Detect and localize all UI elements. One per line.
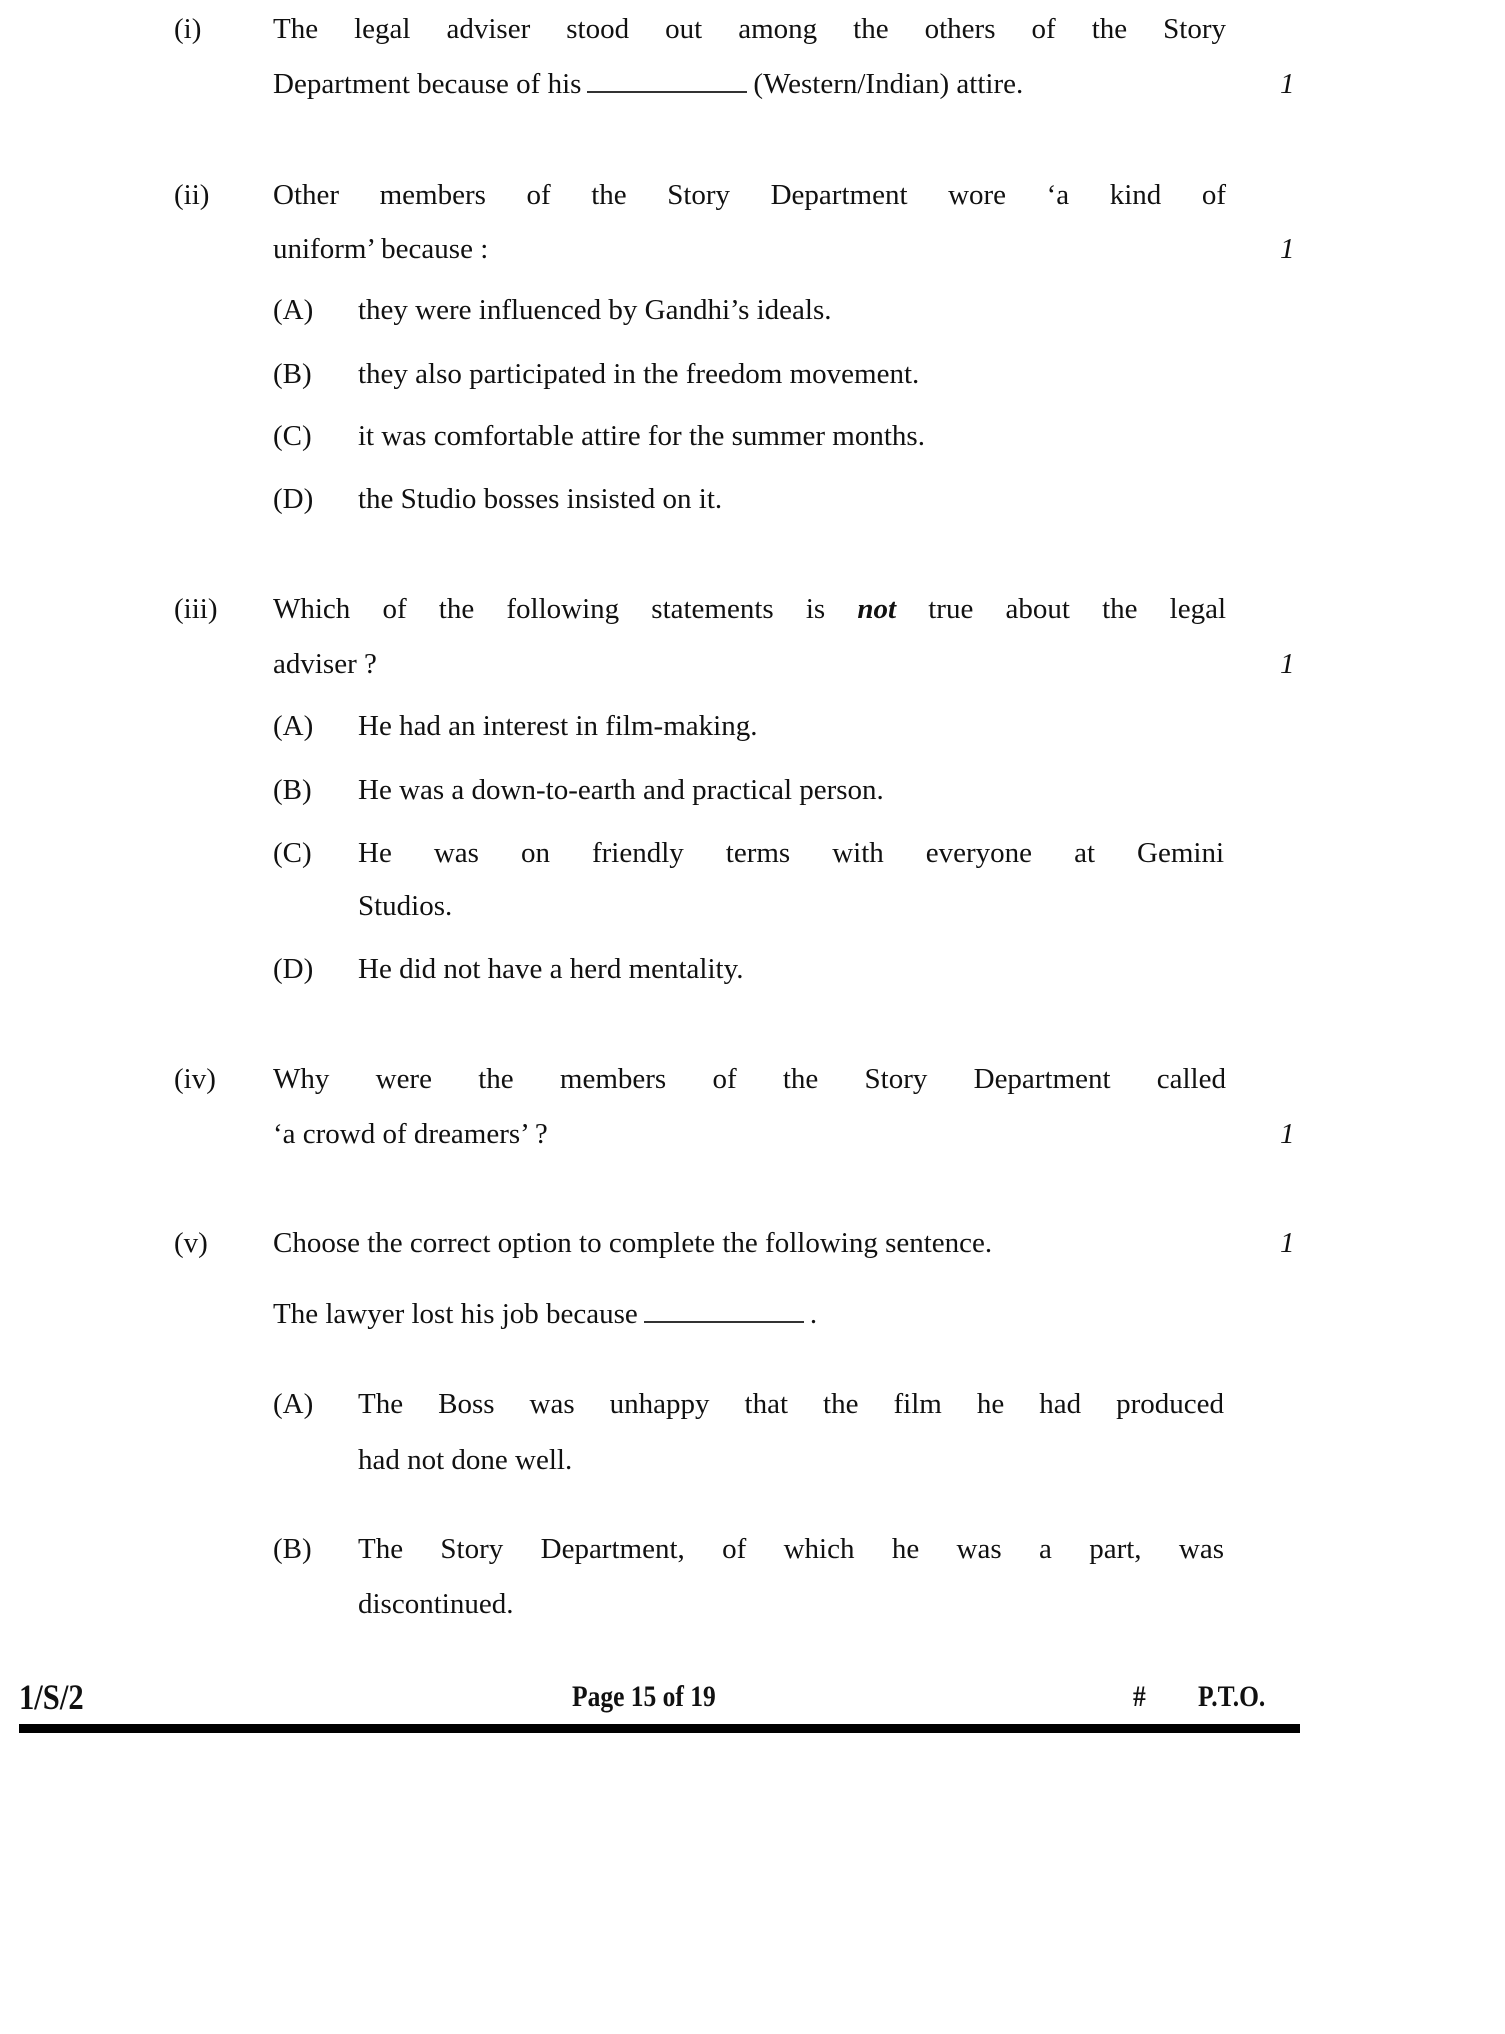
question-text: adviser ?	[273, 648, 377, 680]
hash-mark: #	[1133, 1680, 1146, 1713]
paper-code: 1/S/2	[19, 1677, 84, 1717]
marks: 1	[1280, 68, 1295, 100]
option-text: He was on friendly terms with everyone at Gemini	[358, 837, 1224, 869]
marks: 1	[1280, 1118, 1295, 1150]
question-text: Why were the members of the Story Department called	[273, 1063, 1226, 1095]
option-letter: (D)	[273, 953, 314, 985]
question-text-part: Department because of his	[273, 68, 582, 100]
question-text: Other members of the Story Department wore ‘a kind of	[273, 179, 1226, 211]
option-letter: (A)	[273, 294, 314, 326]
marks: 1	[1280, 1227, 1295, 1259]
footer-rule	[19, 1724, 1300, 1733]
option-text: it was comfortable attire for the summer months.	[358, 420, 925, 452]
fill-blank	[644, 1299, 804, 1323]
sentence-stem: The lawyer lost his job because .	[273, 1298, 818, 1330]
question-number: (iv)	[174, 1063, 216, 1095]
option-text: He had an interest in film-making.	[358, 710, 758, 742]
question-text: ‘a crowd of dreamers’ ?	[273, 1118, 548, 1150]
option-letter: (C)	[273, 837, 312, 869]
option-text: He was a down-to-earth and practical person.	[358, 774, 884, 806]
sentence-text: The lawyer lost his job because	[273, 1298, 638, 1330]
marks: 1	[1280, 233, 1295, 265]
option-letter: (D)	[273, 483, 314, 515]
option-text: they were influenced by Gandhi’s ideals.	[358, 294, 832, 326]
question-text: uniform’ because :	[273, 233, 489, 265]
question-number: (ii)	[174, 179, 210, 211]
question-text: The legal adviser stood out among the others of the Story	[273, 13, 1226, 45]
question-text-part: (Western/Indian) attire.	[753, 68, 1024, 100]
fill-blank	[587, 69, 747, 93]
question-text: Choose the correct option to complete the following sentence.	[273, 1227, 993, 1259]
option-text: the Studio bosses insisted on it.	[358, 483, 723, 515]
option-letter: (A)	[273, 710, 314, 742]
option-text: He did not have a herd mentality.	[358, 953, 744, 985]
question-number: (i)	[174, 13, 202, 45]
question-text	[273, 592, 1226, 626]
option-text: The Story Department, of which he was a part, was	[358, 1533, 1224, 1565]
option-letter: (A)	[273, 1388, 314, 1420]
question-number: (iii)	[174, 593, 218, 625]
option-text: The Boss was unhappy that the film he had produced	[358, 1388, 1224, 1420]
question-number: (v)	[174, 1227, 208, 1259]
option-letter: (C)	[273, 420, 312, 452]
option-letter: (B)	[273, 1533, 312, 1565]
page-number: Page 15 of 19	[572, 1680, 716, 1713]
question-text	[273, 67, 1023, 101]
emphasis: not	[857, 593, 897, 625]
pto-label: P.T.O.	[1198, 1680, 1266, 1713]
option-text: Studios.	[358, 890, 453, 922]
question-text-part: Which of the following statements is	[273, 593, 826, 625]
option-letter: (B)	[273, 358, 312, 390]
marks: 1	[1280, 648, 1295, 680]
option-text: discontinued.	[358, 1588, 514, 1620]
option-letter: (B)	[273, 774, 312, 806]
option-text: had not done well.	[358, 1444, 573, 1476]
question-text-part: true about the legal	[928, 593, 1227, 625]
option-text: they also participated in the freedom movement.	[358, 358, 920, 390]
